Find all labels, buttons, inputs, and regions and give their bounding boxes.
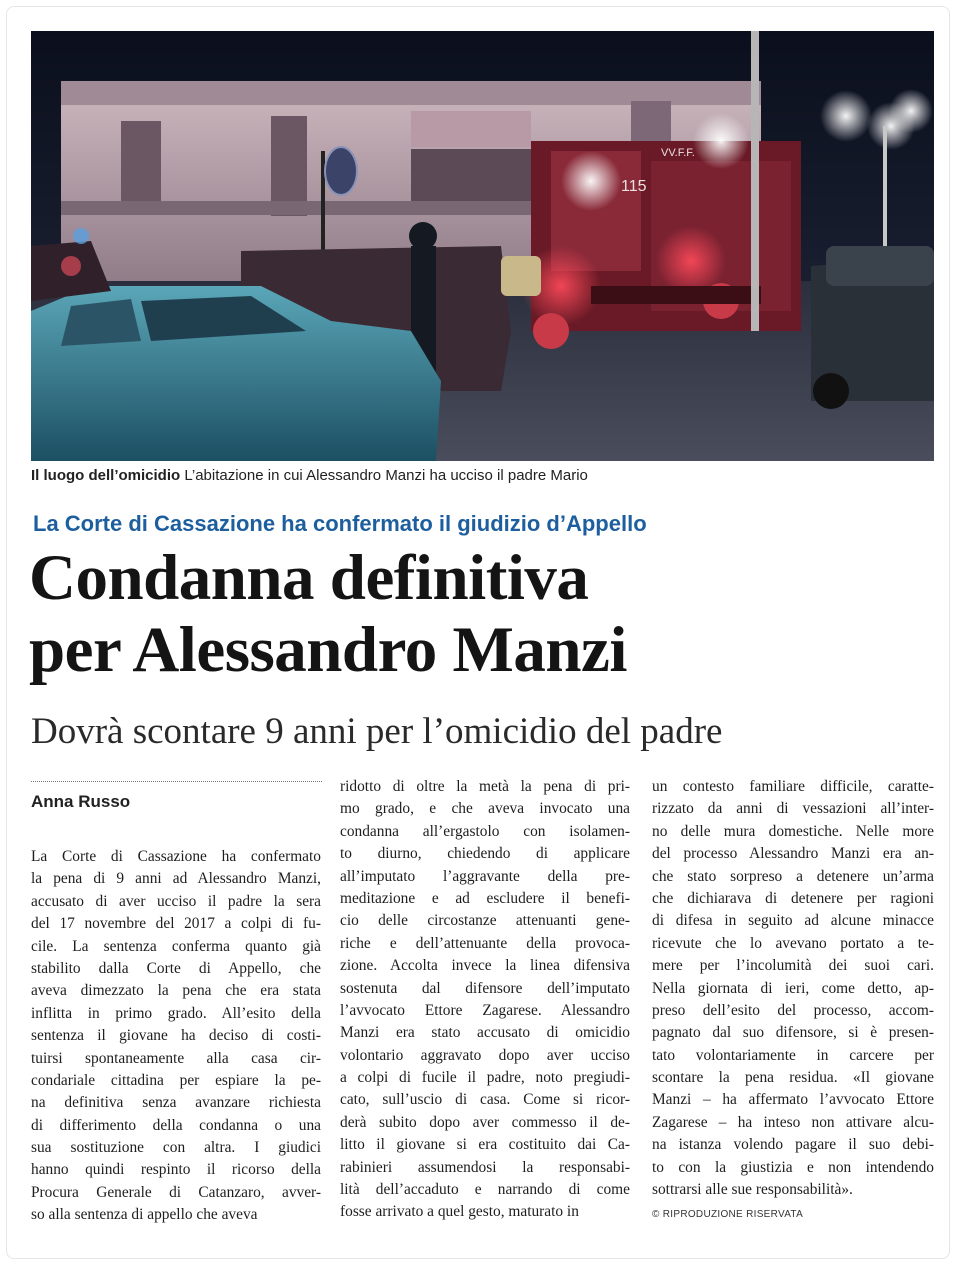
article-line: sostenuta dal difensore dell’imputato: [340, 979, 630, 997]
caption-label: Il luogo dell’omicidio: [31, 467, 181, 484]
article-line: un contesto familiare difficile, caratte-: [652, 778, 934, 795]
article-line: zione. Accolta invece la linea difensiva: [340, 957, 630, 975]
article-line: condariale cittadina per espiare la pe-: [31, 1071, 321, 1089]
article-line: na istanza volendo pagare il suo debi-: [652, 1136, 934, 1154]
caption-text: L’abitazione in cui Alessandro Manzi ha ucciso il padre Mario: [184, 467, 588, 484]
article-line: stabilito dalla Corte di Appello, che: [31, 959, 321, 977]
article-line: del processo Alessandro Manzi era an-: [652, 845, 934, 863]
article-line: cile. La sentenza conferma quanto già: [31, 937, 321, 955]
article-line: derà subito dopo aver commesso il de-: [340, 1113, 630, 1131]
article-line: di difesa in seguito ad alcune minacce: [652, 912, 934, 930]
article-line: sottrarsi alle sue responsabilità».: [652, 1181, 853, 1199]
article-line: no delle mura domestiche. Nelle more: [652, 822, 934, 840]
copyright-note: © RIPRODUZIONE RISERVATA: [652, 1209, 804, 1220]
article-line: ricevute che lo avevano portato a te-: [652, 934, 934, 952]
article-line: volontario aggravato dopo aver ucciso: [340, 1046, 630, 1064]
photo-caption: [31, 465, 934, 487]
article-line: mo grado, e che aveva invocato una: [340, 800, 630, 818]
article-line: rizzato da anni di vessazioni all’inter-: [652, 800, 934, 818]
article-line: riche e dell’attenuante della provoca-: [340, 934, 630, 952]
article-line: accusato di aver ucciso il padre la sera: [31, 892, 321, 910]
article-line: inflitta in primo grado. All’esito della: [31, 1004, 321, 1022]
subhead: Dovrà scontare 9 anni per l’omicidio del padre: [31, 711, 723, 752]
byline: Anna Russo: [31, 792, 131, 811]
article-line: aveva dimezzato la pena che era stata: [31, 982, 321, 1000]
article-column-2: [340, 776, 630, 1224]
article-line: La Corte di Cassazione ha confermato: [31, 848, 321, 865]
article-line: tato volontariamente in carcere per: [652, 1046, 934, 1064]
article-column-1: [31, 846, 321, 1227]
article-line: meditazione e ad escludere il benefi-: [340, 889, 630, 907]
article-line: to con la giustizia e non intendendo: [652, 1158, 934, 1176]
article-line: che stato sorpreso a detenere un’arma: [652, 867, 934, 885]
article-line: Nella giornata di ieri, come detto, ap-: [652, 979, 934, 997]
article-line: Procura Generale di Catanzaro, avver-: [31, 1183, 321, 1201]
article-column-3: [652, 776, 934, 1201]
article-line: tuirsi spontaneamente alla casa cir-: [31, 1049, 321, 1067]
article-line: preso dell’esito del processo, accom-: [652, 1001, 934, 1019]
article-line: ridotto di oltre la metà la pena di pri-: [340, 778, 630, 795]
article-line: lità dell’accaduto e narrando di come: [340, 1181, 630, 1199]
article-line: scontare la pena residua. «Il giovane: [652, 1069, 934, 1087]
article-line: fosse arrivato a quel gesto, maturato in: [340, 1203, 579, 1221]
article-line: la pena di 9 anni ad Alessandro Manzi,: [31, 870, 321, 888]
article-line: del 17 novembre del 2017 a colpi di fu-: [31, 915, 321, 933]
article-line: di differimento della condanna o una: [31, 1116, 321, 1134]
article-line: so alla sentenza di appello che aveva: [31, 1206, 258, 1224]
headline: [29, 542, 934, 686]
article-line: Zagarese – ha inteso non attivare alcu-: [652, 1113, 934, 1131]
article-line: cio delle circostanze attenuanti gene-: [340, 912, 630, 930]
article-line: cato, sull’uscio di casa. Come si ricor-: [340, 1091, 630, 1109]
article-line: condanna all’ergastolo con isolamen-: [340, 822, 630, 840]
headline-line-2: per Alessandro Manzi: [29, 614, 627, 686]
truck-number: 115: [621, 178, 647, 195]
article-line: Manzi era stato accusato di omicidio: [340, 1024, 630, 1042]
article-line: mere per l’incolumità dei suoi cari.: [652, 957, 934, 975]
kicker: La Corte di Cassazione ha confermato il giudizio d’Appello: [33, 511, 647, 536]
article-line: na definitiva senza avanzare richiesta: [31, 1094, 321, 1112]
article-line: a colpi di fucile il padre, noto pregiudi-: [340, 1069, 630, 1087]
truck-label: VV.F.F.: [661, 147, 695, 159]
article-line: che dichiarava di detenere per ragioni: [652, 889, 934, 907]
author-divider: [31, 781, 322, 782]
article-line: sentenza il giovane ha deciso di costi-: [31, 1027, 321, 1045]
article-line: to diurno, chiedendo di applicare: [340, 845, 630, 863]
article-line: rabinieri assumendosi la responsabi-: [340, 1158, 630, 1176]
article-line: l’avvocato Ettore Zagarese. Alessandro: [340, 1001, 630, 1019]
article-line: litto il giovane si era costituito dai Ca-: [340, 1136, 630, 1154]
article-line: pagnato dal suo difensore, si è presen-: [652, 1024, 934, 1042]
photo: [31, 31, 934, 461]
article-line: Manzi – ha affermato l’avvocato Ettore: [652, 1091, 934, 1109]
article-line: sua sostituzione con altra. I giudici: [31, 1139, 321, 1157]
article-line: hanno quindi respinto il ricorso della: [31, 1161, 321, 1179]
headline-line-1: Condanna definitiva: [29, 542, 589, 614]
article-line: all’imputato l’aggravante della pre-: [340, 867, 630, 885]
night-scene-photo: [31, 31, 934, 461]
